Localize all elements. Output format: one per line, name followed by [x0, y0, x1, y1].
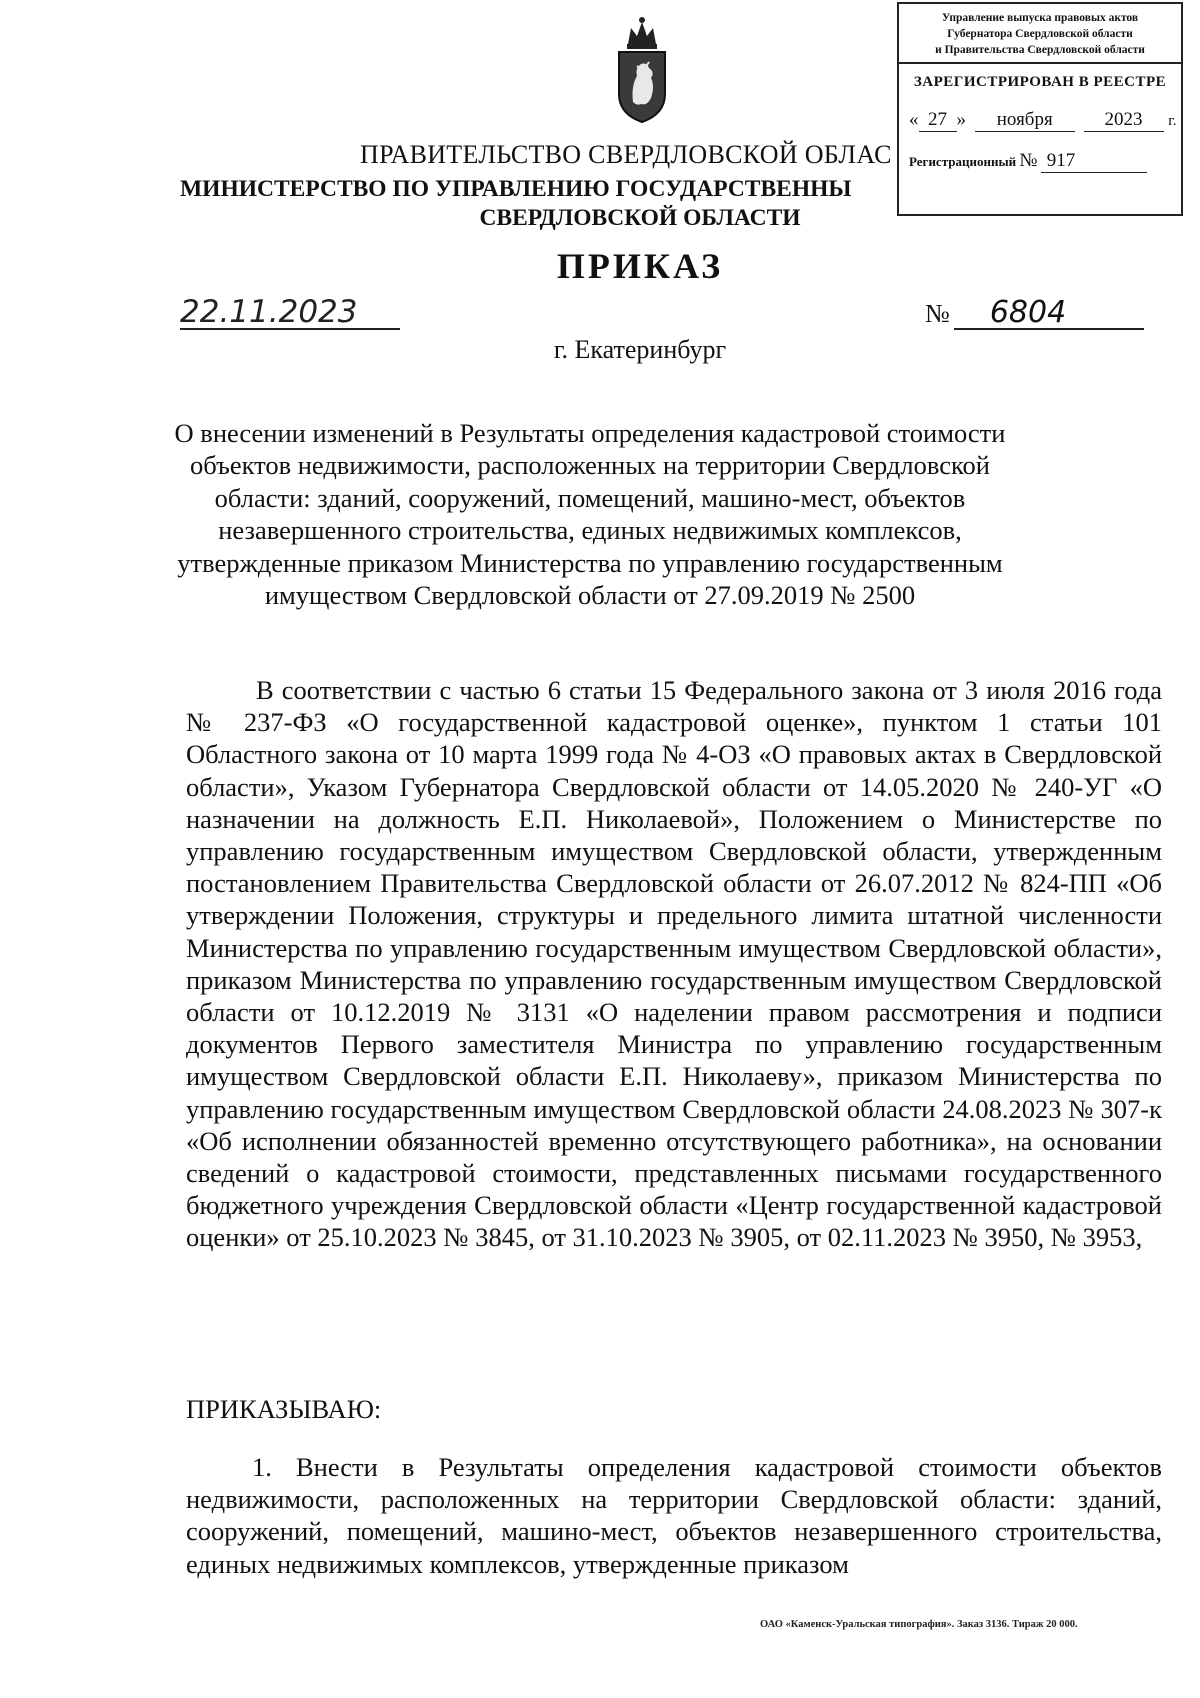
stamp-issuer-line: Губернатора Свердловской области [947, 28, 1133, 40]
stamp-registered-label: ЗАРЕГИСТРИРОВАН В РЕЕСТРЕ [913, 74, 1167, 90]
stamp-no-sign: № [1019, 150, 1038, 171]
stamp-close-quote: » [956, 109, 966, 130]
stamp-month: ноября [975, 109, 1075, 132]
coat-of-arms-icon [611, 14, 673, 124]
stamp-issuer-line: и Правительства Свердловской области [935, 44, 1145, 56]
stamp-open-quote: « [909, 109, 919, 130]
number-sign: № [925, 299, 950, 328]
stamp-year-suffix: г. [1168, 113, 1177, 129]
stamp-reg-number [899, 150, 1181, 173]
government-name: ПРАВИТЕЛЬСТВО СВЕРДЛОВСКОЙ ОБЛАС [360, 140, 892, 169]
stamp-issuer [899, 4, 1181, 64]
stamp-day: 27 [919, 109, 957, 132]
order-number [925, 295, 1144, 330]
stamp-year: 2023 [1084, 109, 1164, 132]
registration-stamp [897, 2, 1183, 216]
stamp-reg-value: 917 [1041, 150, 1147, 173]
printer-footer: ОАО «Каменск-Уральская типография». Заказ 3136. Тираж 20 000. [760, 1619, 1078, 1630]
city: г. Екатеринбург [553, 335, 727, 364]
stamp-reg-label: Регистрационный [909, 154, 1017, 169]
document-type: ПРИКАЗ [556, 246, 724, 286]
handwritten-date: 22.11.2023 [180, 296, 400, 330]
preamble-paragraph: В соответствии с частью 6 статьи 15 Федерального закона от 3 июля 2016 года № 237-ФЗ «О государственной кадастровой оценке», пунктом 1 статьи 101 Областного закона от 10 марта 1999 года № 4-ОЗ «О правовых актах в Свердловской области», Указом Губернатора Свердловской области от 14.05.2020 № 240-УГ «О назначении на должность Е.П. Николаевой», Положением о Министерстве по управлению государственным имуществом Свердловской области, утвержденным постановлением Правительства Свердловской области от 26.07.2012 № 824-ПП «Об утверждении Положения, структуры и предельного лимита штатной численности Министерства по управлению государственным имуществом Свердловской области», приказом Министерства по управлению государственным имуществом Свердловской области от 10.12.2019 № 3131 «О наделении правом рассмотрения и подписи документов Первого заместителя Министра по управлению государственным имуществом Свердловской области Е.П. Николаеву», приказом Министерства по управлению государственным имуществом Свердловской области 24.08.2023 № 307-к «Об исполнении обязанностей временно отсутствующего работника», на основании сведений о кадастровой стоимости, представленных письмами государственного бюджетного учреждения Свердловской области «Центр государственной кадастровой оценки» от 25.10.2023 № 3845, от 31.10.2023 № 3905, от 02.11.2023 № 3950, № 3953, [186, 675, 1162, 1253]
ministry-name-line1: МИНИСТЕРСТВО ПО УПРАВЛЕНИЮ ГОСУДАРСТВЕННЫ [180, 176, 852, 202]
ministry-name-line2: СВЕРДЛОВСКОЙ ОБЛАСТИ [479, 205, 801, 231]
handwritten-number: 6804 [954, 298, 1144, 330]
order-subject: О внесении изменений в Результаты определения кадастровой стоимости объектов недвижимости, расположенных на территории Свердловской области: зданий, сооружений, помещений, машино-мест, объектов незавершенного строительства, единых недвижимых комплексов, утвержденные приказом Министерства по управлению государственным имуществом Свердловской области от 27.09.2019 № 2500 [174, 418, 1006, 611]
order-keyword: ПРИКАЗЫВАЮ: [186, 1394, 382, 1424]
stamp-date [899, 109, 1181, 132]
order-item-1: 1. Внести в Результаты определения кадастровой стоимости объектов недвижимости, расположенных на территории Свердловской области: зданий, сооружений, помещений, машино-мест, объектов незавершенного строительства, единых недвижимых комплексов, утвержденные приказом [186, 1452, 1162, 1579]
stamp-issuer-line: Управление выпуска правовых актов [941, 12, 1139, 24]
